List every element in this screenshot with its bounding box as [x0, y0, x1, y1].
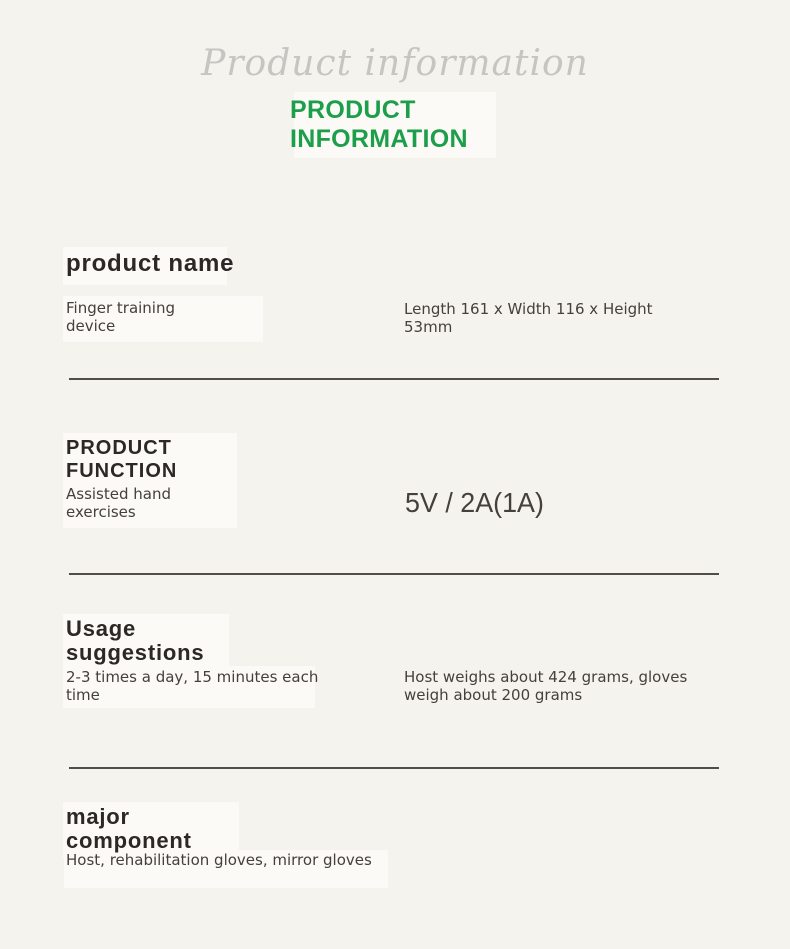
text-line: exercises [66, 502, 136, 521]
product-dimensions-value [404, 301, 653, 336]
section-heading-product-function [66, 437, 177, 483]
heading-line: FUNCTION [66, 460, 178, 482]
text-line: 53mm [404, 317, 453, 336]
heading-line: suggestions [66, 640, 205, 665]
text-line: weigh about 200 grams [404, 685, 583, 704]
section-heading-major-component [66, 805, 192, 853]
page-title-main-line1: PRODUCT [290, 96, 416, 124]
text-line: 2-3 times a day, 15 minutes each [66, 668, 319, 686]
heading-line: product name [66, 250, 235, 277]
text-line: device [66, 316, 116, 335]
heading-line: PRODUCT [66, 437, 172, 459]
section-heading-usage-suggestions [66, 617, 204, 665]
section-heading-product-name [66, 250, 234, 278]
heading-line: Usage [66, 616, 137, 641]
major-component-value [66, 852, 372, 870]
product-function-value [66, 486, 171, 521]
product-name-value [66, 300, 175, 335]
page-title-main-line2: INFORMATION [290, 125, 468, 153]
section-divider [69, 378, 719, 380]
power-spec-value: 5V / 2A(1A) [405, 487, 544, 518]
heading-line: component [66, 828, 192, 853]
page-title-main [290, 96, 468, 154]
text-line: Finger training [66, 299, 176, 317]
text-line: Host, rehabilitation gloves, mirror gloves [66, 851, 372, 869]
section-divider [69, 767, 719, 769]
section-divider [69, 573, 719, 575]
text-line: time [66, 685, 100, 704]
heading-line: major [66, 804, 130, 829]
weight-spec-value [404, 669, 687, 704]
text-line: Length 161 x Width 116 x Height [404, 300, 653, 318]
text-line: Assisted hand [66, 485, 171, 503]
usage-suggestion-value [66, 669, 318, 704]
text-line: Host weighs about 424 grams, gloves [404, 668, 688, 686]
page-title-script: Product information [201, 43, 589, 84]
